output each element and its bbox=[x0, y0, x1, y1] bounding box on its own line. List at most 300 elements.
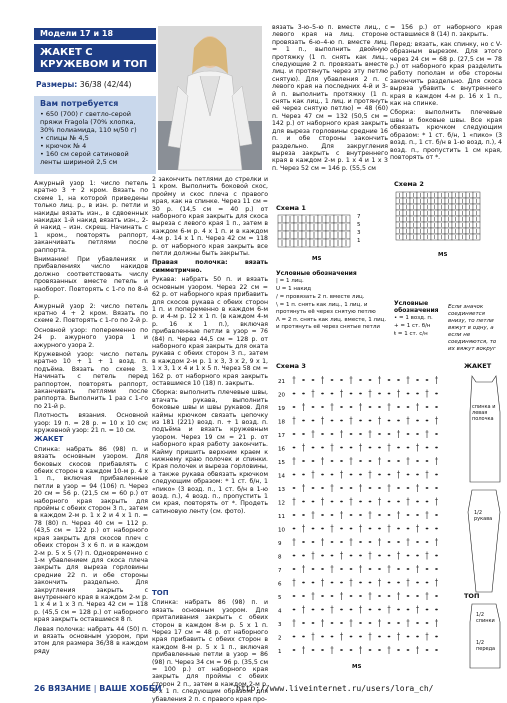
paragraph: 2 закончить петлями до стрелки и 1 кром. Выполнить боковой скос, пройму и скос плеча с правого края, как на спинке. Через 11 см = 30 р. (14,5 см = 40 р.) от наборного края закрыть для скоса выреза с левого края 1 п., затем в каждом 6-м р. 4 х 1 п. и в каждом 4-м р. 14 х 1 п. Через 42 см = 118 р. от наборного края закрыть все петли должны быть закрыты. bbox=[152, 176, 268, 258]
stitch-mark bbox=[293, 447, 296, 449]
row-number: 6 bbox=[278, 581, 282, 588]
stitch-mark bbox=[359, 460, 362, 462]
stitch-mark bbox=[302, 622, 305, 624]
legend-item: / = провязать 2 п. вместе лиц. bbox=[276, 294, 365, 300]
stitch-mark bbox=[388, 379, 391, 381]
stitch-mark bbox=[416, 433, 419, 435]
stitch-mark bbox=[321, 528, 324, 530]
row-number: 2 bbox=[278, 635, 282, 642]
materials-item: • спицы № 4,5 bbox=[40, 134, 89, 142]
stitch-mark bbox=[321, 595, 324, 597]
stitch-mark bbox=[302, 460, 305, 462]
stitch-mark bbox=[302, 514, 305, 516]
legend-title: Условные обозначения bbox=[276, 270, 357, 277]
stitch-mark bbox=[359, 514, 362, 516]
stitch-mark bbox=[397, 460, 400, 462]
stitch-mark bbox=[416, 393, 419, 395]
stitch-mark bbox=[397, 406, 400, 408]
legend-2-note: Если значок соединяется внизу, то петли вяжут в одну, а если не соединяются, то их вяжут вокруг bbox=[448, 304, 497, 352]
paragraph: Плотность вязания. Основной узор: 19 п. = 28 р. = 10 х 10 см; кружевной узор: 21 п. = 10 см. bbox=[34, 412, 148, 434]
stitch-mark bbox=[359, 433, 362, 435]
paragraph: Рукава: набрать 50 п. и вязать основным узором. Через 22 см = 62 р. от наборного края прибавить для скосов рукава с обеих сторон 1 п. и попеременно в каждом 6-м р. и 4-м р. 12 х 1 п. (в каждом 4-м р. 16 х 1 п.), включая прибавленные петли в узор = 76 (84) п. Через 44,5 см = 128 р. от наборного края закрыть для оката рукава с обеих сторон 3 п., затем в каждом 2-м р. 1 х 3, 3 х 2, 9 х 1, 1 х 3, 1 х 4 и 1 х 5 п. Через 58 см = 162 р. от наборного края закрыть оставшиеся 10 (18) п. закрыть. bbox=[152, 276, 268, 387]
stitch-mark bbox=[416, 460, 419, 462]
paragraph: Перед: вязать, как спинку, но с V-образным вырезом. Для этого через 24 см = 68 р. (27,5 см = 78 р.) от наборного края разделить работу пополам и обе стороны закончить раздельно. Для скоса выреза убавить с внутреннего края в каждом 4-м р. 16 х 1 п., как на спинке. bbox=[390, 40, 502, 108]
row-number: 7 bbox=[357, 214, 361, 220]
stitch-mark bbox=[369, 609, 372, 611]
stitch-mark bbox=[407, 595, 410, 597]
stitch-mark bbox=[359, 582, 362, 584]
stitch-mark bbox=[293, 568, 296, 570]
stitch-mark bbox=[293, 609, 296, 611]
stitch-mark bbox=[369, 406, 372, 408]
paragraph: Спинка: набрать 86 (98) п. и вязать основным узором. Для боковых скосов прибавлять с обеих сторон в каждом 10-м р. 4 х 1 п., включая прибавленные петли в узор = 94 (106) п. Через 20 см = 56 р. (21,5 см = 60 р.) от наборного края закрыть для проймы с обеих сторон 3 п., затем в каждом 2-м р. 1 х 2 и 4 х 1 п. = 78 (80) п. Через 40 см = 112 р. (43,5 см = 122 р.) от наборного края закрыть для скосов плеч с обеих сторон 3 х 6 п. и в каждом 2-м р. 5 х 5 (7) п. Одновременно с 1-м убавлением для скоса плеча закрыть для выреза горловины средние 22 п. и обе стороны закончить раздельно. Для закругления закрыть с внутреннего края в каждом 2-м р. 1 х 4 и 1 х 3 п. Через 42 см = 118 р. (45,5 см = 128 р.) от наборного края закрыть оставшиеся 8 п. bbox=[34, 445, 148, 624]
row-number: 10 bbox=[278, 527, 285, 534]
legend-item: Λ = 2 п. снять как лиц. вместе, 1 лиц. и протянуть её через снятые петли bbox=[276, 317, 387, 330]
stitch-mark bbox=[321, 393, 324, 395]
legend-title: Условные обозначения bbox=[394, 300, 439, 314]
stitch-mark bbox=[350, 528, 353, 530]
pattern-label: спинка и левая полочка bbox=[472, 404, 496, 422]
stitch-mark bbox=[340, 447, 343, 449]
stitch-mark bbox=[331, 595, 334, 597]
stitch-mark bbox=[369, 582, 372, 584]
stitch-mark bbox=[397, 622, 400, 624]
stitch-mark bbox=[397, 420, 400, 422]
stitch-mark bbox=[407, 568, 410, 570]
materials-item: • 650 (700) г светло-серой пряжи Fragola (70% хлопка, 30% полиамида, 110 м/50 г) bbox=[40, 110, 137, 134]
stitch-mark bbox=[331, 474, 334, 476]
stitch-mark bbox=[397, 582, 400, 584]
stitch-mark bbox=[378, 528, 381, 530]
stitch-mark bbox=[407, 447, 410, 449]
stitch-mark bbox=[397, 649, 400, 651]
stitch-mark bbox=[331, 636, 334, 638]
stitch-mark bbox=[321, 406, 324, 408]
stitch-mark bbox=[388, 393, 391, 395]
stitch-mark bbox=[321, 474, 324, 476]
stitch-mark bbox=[388, 433, 391, 435]
stitch-mark bbox=[378, 568, 381, 570]
stitch-mark bbox=[340, 487, 343, 489]
stitch-mark bbox=[416, 582, 419, 584]
stitch-mark bbox=[312, 460, 315, 462]
stitch-mark bbox=[426, 420, 429, 422]
stitch-mark bbox=[435, 487, 438, 489]
stitch-mark bbox=[388, 622, 391, 624]
stitch-mark bbox=[426, 541, 429, 543]
paragraph: Ажурный узор 2: число петель кратно 4 + 2 кром. Вязать по схеме 2. Повторять с 1-го по 2-й р. bbox=[34, 302, 148, 325]
stitch-mark bbox=[350, 514, 353, 516]
k2tog-icon: / bbox=[276, 294, 280, 300]
stitch-mark bbox=[331, 433, 334, 435]
stitch-mark bbox=[350, 649, 353, 651]
stitch-mark bbox=[407, 487, 410, 489]
stitch-mark bbox=[435, 406, 438, 408]
stitch-mark bbox=[312, 379, 315, 381]
row-number: 16 bbox=[278, 446, 285, 453]
stitch-mark bbox=[407, 636, 410, 638]
stitch-mark bbox=[340, 420, 343, 422]
stitch-mark bbox=[350, 487, 353, 489]
row-number: 5 bbox=[357, 222, 361, 228]
model-photo-drawing bbox=[158, 26, 262, 170]
stitch-mark bbox=[378, 474, 381, 476]
stitch-mark bbox=[340, 582, 343, 584]
stitch-mark bbox=[312, 447, 315, 449]
text-column-3 bbox=[272, 24, 388, 200]
stitch-mark bbox=[435, 433, 438, 435]
stitch-mark bbox=[369, 447, 372, 449]
stitch-mark bbox=[407, 555, 410, 557]
sizes-value: 36/38 (42/44) bbox=[79, 80, 132, 89]
stitch-mark bbox=[321, 514, 324, 516]
stitch-mark bbox=[312, 622, 315, 624]
stitch-mark bbox=[397, 447, 400, 449]
stitch-mark bbox=[331, 420, 334, 422]
yarn-over-icon: U bbox=[276, 286, 282, 292]
stitch-mark bbox=[331, 582, 334, 584]
stitch-mark bbox=[321, 636, 324, 638]
stitch-mark bbox=[426, 501, 429, 503]
stitch-mark bbox=[435, 528, 438, 530]
sizes-line bbox=[36, 80, 156, 89]
stitch-mark bbox=[388, 420, 391, 422]
legend-2 bbox=[394, 300, 448, 339]
scheme-1-ms: MS bbox=[312, 256, 322, 262]
stitch-mark bbox=[302, 541, 305, 543]
stitch-mark bbox=[293, 433, 296, 435]
ssk-icon: \ bbox=[276, 302, 280, 308]
stitch-mark bbox=[340, 501, 343, 503]
pattern-top-label: ТОП bbox=[464, 592, 480, 600]
row-number: 15 bbox=[278, 460, 285, 466]
stitch-mark bbox=[416, 501, 419, 503]
stitch-mark bbox=[388, 474, 391, 476]
stitch-mark bbox=[407, 514, 410, 516]
stitch-mark bbox=[340, 460, 343, 462]
materials-item: • 160 см серой сатиновой ленты шириной 2,5 см bbox=[40, 150, 129, 166]
sizes-label: Размеры: bbox=[36, 80, 78, 89]
stitch-mark bbox=[312, 528, 315, 530]
stitch-mark bbox=[435, 609, 438, 611]
magazine-sub: ВАШЕ ХОББИ bbox=[99, 684, 162, 693]
sc-icon: + bbox=[394, 323, 401, 329]
stitch-mark bbox=[416, 555, 419, 557]
row-number: 1 bbox=[357, 238, 361, 244]
row-number: 3 bbox=[278, 622, 282, 628]
row-number: 14 bbox=[278, 473, 285, 480]
stitch-mark bbox=[426, 460, 429, 462]
text-column-2 bbox=[152, 176, 268, 546]
stitch-mark bbox=[359, 595, 362, 597]
paragraph: Ажурный узор 1: число петель кратно 3 + 2 кром. Вязать по схеме 1, на которой приведены только лиц. р., в изн. р. петли и накиды вязать изн., в сдвоенных накидах 1-й накид вязать изн., 2-й накид – изн. скрещ. Начинать с 1 кром., повторять раппорт, заканчивать петлями после раппорта. bbox=[34, 180, 148, 254]
legend-item: ŧ = 1 ст. с/н bbox=[394, 331, 428, 337]
stitch-mark bbox=[293, 649, 296, 651]
stitch-mark bbox=[359, 501, 362, 503]
row-number: 7 bbox=[278, 568, 282, 574]
stitch-mark bbox=[407, 474, 410, 476]
stitch-mark bbox=[359, 393, 362, 395]
stitch-mark bbox=[321, 433, 324, 435]
stitch-mark bbox=[378, 555, 381, 557]
stitch-mark bbox=[359, 474, 362, 476]
stitch-mark bbox=[397, 501, 400, 503]
paragraph: Сборка: выполнить плечевые швы, втачать рукава, выполнить боковые швы и швы рукавов. Для каймы крючком связать цепочку из 181 (221) возд. п. + 1 возд. п. подъёма и вязать кружевным узором. Через 19 см = 21 р. от наборного края работу закончить. Кайму пришить верхним краем к нижнему краю полочек и спинки. Края полочек и выреза горловины, а также рукава обвязать крючком следующим образом: * 1 ст. б/н, 1 «пико» (3 возд. п., 1 ст. б/н в 1-ю возд. п.), 4 возд. п., пропустить 1 см края, повторять от *. Продеть сатиновую ленту (см. фото). bbox=[152, 389, 268, 515]
stitch-mark bbox=[321, 487, 324, 489]
paragraph: = 156 р.) от наборного края оставшиеся 8 (14) п. закрыть. bbox=[390, 24, 502, 39]
stitch-mark bbox=[369, 420, 372, 422]
stitch-mark bbox=[312, 406, 315, 408]
stitch-mark bbox=[435, 649, 438, 651]
stitch-mark bbox=[331, 541, 334, 543]
model-photo bbox=[158, 26, 262, 170]
article-title: ЖАКЕТ С КРУЖЕВОМ И ТОП bbox=[34, 44, 156, 72]
stitch-mark bbox=[388, 636, 391, 638]
row-number: 9 bbox=[278, 541, 282, 547]
stitch-mark bbox=[369, 460, 372, 462]
stitch-mark bbox=[340, 649, 343, 651]
stitch-mark bbox=[378, 649, 381, 651]
stitch-mark bbox=[331, 393, 334, 395]
stitch-mark bbox=[378, 595, 381, 597]
stitch-mark bbox=[293, 487, 296, 489]
stitch-mark bbox=[312, 609, 315, 611]
stitch-mark bbox=[378, 447, 381, 449]
stitch-mark bbox=[312, 649, 315, 651]
stitch-mark bbox=[340, 609, 343, 611]
row-number: 4 bbox=[278, 608, 282, 615]
cdd-icon: Λ bbox=[276, 317, 282, 323]
knit-symbol-icon: | bbox=[276, 278, 280, 284]
row-number: 19 bbox=[278, 406, 285, 412]
stitch-mark bbox=[302, 393, 305, 395]
stitch-mark bbox=[340, 379, 343, 381]
stitch-mark bbox=[378, 636, 381, 638]
stitch-mark bbox=[302, 636, 305, 638]
stitch-mark bbox=[350, 433, 353, 435]
stitch-mark bbox=[388, 582, 391, 584]
legend-item: • = 1 возд. п. bbox=[394, 315, 433, 321]
stitch-mark bbox=[416, 595, 419, 597]
text-column-2-bottom bbox=[152, 588, 268, 703]
stitch-mark bbox=[416, 514, 419, 516]
stitch-mark bbox=[350, 406, 353, 408]
stitch-mark bbox=[293, 393, 296, 395]
stitch-mark bbox=[369, 501, 372, 503]
stitch-mark bbox=[378, 514, 381, 516]
stitch-mark bbox=[435, 447, 438, 449]
stitch-mark bbox=[435, 595, 438, 597]
stitch-mark bbox=[378, 406, 381, 408]
stitch-mark bbox=[426, 622, 429, 624]
stitch-mark bbox=[426, 649, 429, 651]
stitch-mark bbox=[312, 568, 315, 570]
stitch-mark bbox=[350, 568, 353, 570]
scheme-3-ms: MS bbox=[352, 664, 362, 670]
stitch-mark bbox=[426, 582, 429, 584]
stitch-mark bbox=[388, 514, 391, 516]
materials-list bbox=[40, 110, 150, 166]
stitch-mark bbox=[350, 447, 353, 449]
row-number: 8 bbox=[278, 554, 282, 561]
stitch-mark bbox=[293, 406, 296, 408]
section-heading: ТОП bbox=[152, 589, 169, 597]
stitch-mark bbox=[312, 501, 315, 503]
stitch-mark bbox=[369, 649, 372, 651]
stitch-mark bbox=[302, 582, 305, 584]
paragraph: вязать 3-ю–5-ю п. вместе лиц., с левого края на лиц. стороне провязать 6-ю–4-ю п. вместе лиц. = 1 п., выполнить двойную протяжку (1 п. снять как лиц., следующие 2 п. провязать вместе лиц. и протянуть через эту петлю снятую). Для убавления 2 п. с левого края на последних 4-й и 3-й п. выполнить протяжку (1 п. снять как лиц., 1 лиц. и протянуть её через снятую петлю) = 48 (60) п. Через 47 см = 132 (50,5 см = 142 р.) от наборного края закрыть для выреза горловины средние 16 п. и обе стороны закончить раздельно. Для закругления выреза закрыть с внутреннего края в каждом 2-м р. 1 х 4 и 1 х 3 п. Через 52 см = 146 р. (55,5 см bbox=[272, 24, 388, 172]
legend-item: U = 1 накид bbox=[276, 286, 312, 292]
scheme-2-label: Схема 2 bbox=[394, 180, 424, 188]
stitch-mark bbox=[293, 528, 296, 530]
text-column-1 bbox=[34, 180, 148, 660]
pattern-jacket-label: ЖАКЕТ bbox=[464, 362, 492, 370]
source-url: http://www.liveinternet.ru/users/lora_ch/ bbox=[236, 684, 434, 693]
chain-icon: • bbox=[394, 315, 399, 321]
stitch-mark bbox=[426, 406, 429, 408]
stitch-mark bbox=[312, 541, 315, 543]
stitch-mark bbox=[407, 433, 410, 435]
stitch-mark bbox=[321, 568, 324, 570]
stitch-mark bbox=[397, 609, 400, 611]
paragraph: Правая полочка: вязать симметрично. bbox=[152, 259, 268, 274]
stitch-mark bbox=[369, 568, 372, 570]
stitch-mark bbox=[369, 528, 372, 530]
stitch-mark bbox=[293, 514, 296, 516]
row-number: 18 bbox=[278, 419, 285, 426]
stitch-mark bbox=[340, 528, 343, 530]
stitch-mark bbox=[359, 379, 362, 381]
stitch-mark bbox=[331, 555, 334, 557]
page-footer: 26 ВЯЗАНИЕ | ВАШЕ ХОББИ bbox=[34, 684, 162, 693]
paragraph: Основной узор: попеременно по 24 р. ажурного узора 1 и ажурного узора 2. bbox=[34, 326, 148, 349]
row-number: 17 bbox=[278, 433, 285, 439]
stitch-mark bbox=[426, 609, 429, 611]
scheme-3-chart bbox=[276, 372, 456, 664]
stitch-mark bbox=[331, 514, 334, 516]
legend-item: + = 1 ст. б/н bbox=[394, 323, 431, 329]
stitch-mark bbox=[388, 555, 391, 557]
stitch-mark bbox=[435, 393, 438, 395]
stitch-mark bbox=[350, 474, 353, 476]
stitch-mark bbox=[312, 582, 315, 584]
stitch-mark bbox=[359, 636, 362, 638]
stitch-mark bbox=[350, 555, 353, 557]
stitch-mark bbox=[369, 541, 372, 543]
page-number: 26 bbox=[34, 684, 46, 693]
stitch-mark bbox=[407, 649, 410, 651]
legend-item: \ = 1 п. снять как лиц., 1 лиц. и протянуть её через снятую петлю bbox=[276, 302, 376, 315]
stitch-mark bbox=[312, 487, 315, 489]
stitch-mark bbox=[293, 636, 296, 638]
dc-icon: ŧ bbox=[394, 331, 398, 337]
row-number: 20 bbox=[278, 392, 285, 399]
stitch-mark bbox=[397, 487, 400, 489]
paragraph: Спинка: набрать 86 (98) п. и вязать основным узором. Для приталивания закрыть с обеих сторон в каждом 8-м р. 5 х 1 п. Через 17 см = 48 р. от наборного края прибавить с обеих сторон в каждом 8-м р. 5 х 1 п., включая прибавленные петли в узор = 86 (98) п. Через 34 см = 96 р. (35,5 см = 100 р.) от наборного края закрыть для проймы с обеих сторон 2 п., затем в каждом 2-м р. 6 х 1 п. следующим образом: для убавления 2 п. с правого края про- bbox=[152, 599, 268, 703]
stitch-mark bbox=[435, 636, 438, 638]
stitch-mark bbox=[302, 379, 305, 381]
stitch-mark bbox=[350, 609, 353, 611]
stitch-mark bbox=[321, 649, 324, 651]
stitch-mark bbox=[331, 460, 334, 462]
stitch-mark bbox=[331, 379, 334, 381]
stitch-mark bbox=[293, 555, 296, 557]
stitch-mark bbox=[397, 568, 400, 570]
row-number: 5 bbox=[278, 595, 282, 601]
row-number: 3 bbox=[357, 230, 361, 236]
stitch-mark bbox=[397, 541, 400, 543]
stitch-mark bbox=[350, 636, 353, 638]
stitch-mark bbox=[302, 555, 305, 557]
stitch-mark bbox=[388, 595, 391, 597]
stitch-mark bbox=[293, 595, 296, 597]
stitch-mark bbox=[416, 474, 419, 476]
scheme-1-chart bbox=[276, 213, 356, 253]
stitch-mark bbox=[407, 609, 410, 611]
stitch-mark bbox=[407, 528, 410, 530]
legend-item: | = 1 лиц. bbox=[276, 278, 304, 284]
stitch-mark bbox=[388, 501, 391, 503]
models-header: Модели 17 и 18 bbox=[34, 28, 156, 40]
stitch-mark bbox=[302, 474, 305, 476]
stitch-mark bbox=[397, 379, 400, 381]
stitch-mark bbox=[416, 541, 419, 543]
stitch-mark bbox=[426, 379, 429, 381]
magazine-name: ВЯЗАНИЕ bbox=[47, 684, 91, 693]
pattern-label: 1/2 переда bbox=[476, 640, 496, 652]
stitch-mark bbox=[340, 406, 343, 408]
stitch-mark bbox=[416, 420, 419, 422]
stitch-mark bbox=[302, 501, 305, 503]
stitch-mark bbox=[388, 541, 391, 543]
stitch-mark bbox=[426, 568, 429, 570]
stitch-mark bbox=[369, 622, 372, 624]
stitch-mark bbox=[321, 555, 324, 557]
stitch-mark bbox=[331, 622, 334, 624]
stitch-mark bbox=[302, 595, 305, 597]
materials-title: Вам потребуется bbox=[40, 99, 119, 108]
paragraph: Кружевной узор: число петель кратно 10 + 1 + 1 возд. п. подъёма. Вязать по схеме 3. Начинать с петель перед раппортом, повторять раппорт, заканчивать петлями после раппорта. Выполнить 1 раз с 1-го по 21-й р. bbox=[34, 350, 148, 410]
stitch-mark bbox=[426, 487, 429, 489]
stitch-mark bbox=[350, 595, 353, 597]
row-number: 11 bbox=[278, 514, 285, 520]
stitch-mark bbox=[407, 393, 410, 395]
stitch-mark bbox=[321, 447, 324, 449]
stitch-mark bbox=[435, 555, 438, 557]
paragraph: Левая полочка: набрать 44 (50) п. и вязать основным узором, при этом для размера 36/38 в каждом ряду bbox=[34, 625, 148, 655]
stitch-mark bbox=[388, 460, 391, 462]
paragraph: Внимание! При убавлениях и прибавлениях число накидов должно соответствовать числу провязанных вместе петель и наоборот. Повторять с 1-го по 8-й р. bbox=[34, 256, 148, 301]
stitch-mark bbox=[435, 568, 438, 570]
stitch-mark bbox=[359, 541, 362, 543]
stitch-mark bbox=[426, 447, 429, 449]
scheme-3-label: Схема 3 bbox=[276, 362, 306, 370]
stitch-mark bbox=[435, 474, 438, 476]
materials-box bbox=[34, 96, 156, 174]
stitch-mark bbox=[312, 420, 315, 422]
stitch-mark bbox=[331, 501, 334, 503]
stitch-mark bbox=[416, 622, 419, 624]
stitch-mark bbox=[359, 420, 362, 422]
stitch-mark bbox=[302, 433, 305, 435]
stitch-mark bbox=[426, 528, 429, 530]
stitch-mark bbox=[435, 514, 438, 516]
stitch-mark bbox=[293, 474, 296, 476]
stitch-mark bbox=[378, 609, 381, 611]
row-number: 13 bbox=[278, 487, 285, 493]
stitch-mark bbox=[302, 420, 305, 422]
pattern-label: 1/2 рукава bbox=[474, 510, 493, 522]
